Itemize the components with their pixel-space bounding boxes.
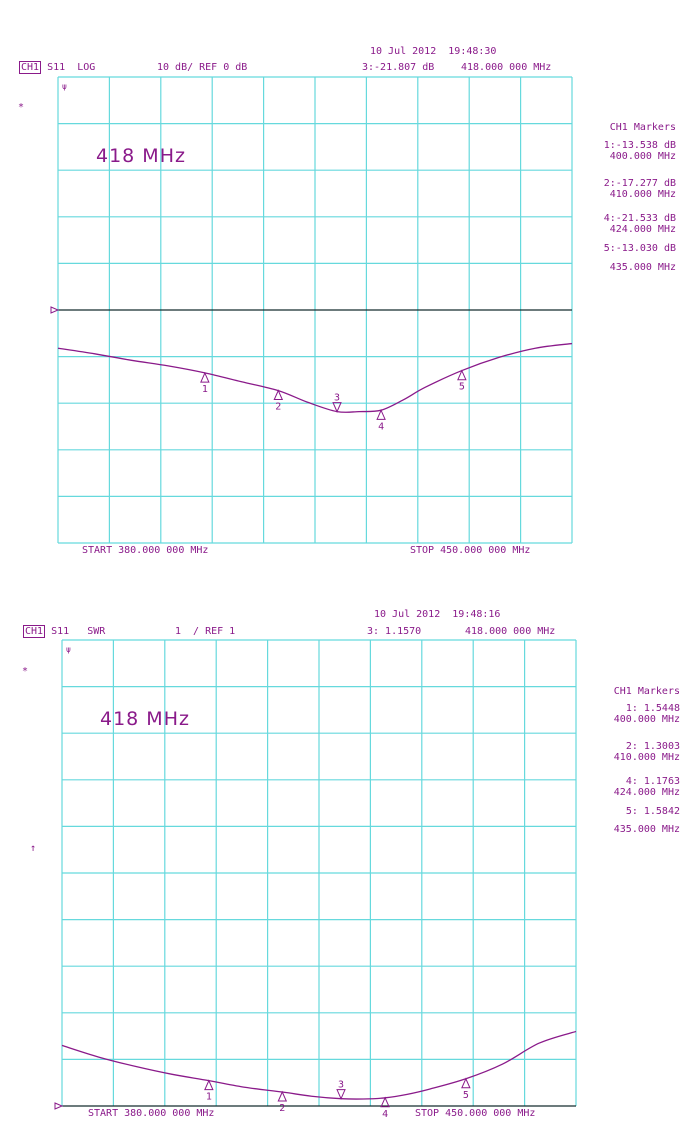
swr-marker-5-freq: 435.000 MHz: [613, 824, 680, 835]
log-marker-2-label: 2: [275, 401, 282, 413]
swr-active-marker-readout: 3: 1.1570: [367, 626, 422, 637]
log-marker-4-value: 4:-21.533 dB: [603, 213, 676, 224]
log-marker-2-value: 2:-17.277 dB: [603, 178, 676, 189]
swr-annotation: 418 MHz: [100, 708, 190, 730]
swr-stop-label: STOP 450.000 000 MHz: [415, 1108, 536, 1119]
swr-reference-pointer-icon: [55, 1103, 62, 1109]
swr-marker-4-freq: 424.000 MHz: [613, 787, 680, 798]
swr-marker-1-symbol: [205, 1081, 213, 1090]
log-marker-1-freq: 400.000 MHz: [609, 151, 676, 162]
log-star-icon: *: [18, 102, 25, 113]
swr-marker-2-freq: 410.000 MHz: [613, 752, 680, 763]
swr-scale: 1 / REF 1: [175, 626, 236, 637]
log-marker-3-symbol: [333, 403, 341, 412]
swr-marker-5-label: 5: [462, 1089, 469, 1101]
swr-marker-1-label: 1: [205, 1091, 212, 1103]
log-format: LOG: [77, 62, 96, 73]
swr-marker-panel-title: CH1 Markers: [613, 686, 680, 697]
swr-marker-1-freq: 400.000 MHz: [613, 714, 680, 725]
swr-active-marker-freq: 418.000 000 MHz: [465, 626, 556, 637]
log-channel-badge: CH1: [21, 62, 40, 73]
log-stop-label: STOP 450.000 000 MHz: [410, 545, 531, 556]
log-corner-glyph: ψ: [62, 82, 67, 91]
log-marker-1-label: 1: [201, 384, 208, 396]
swr-start-label: START 380.000 000 MHz: [88, 1108, 215, 1119]
swr-scroll-arrow-icon: ↑: [30, 843, 37, 854]
log-active-marker-freq: 418.000 000 MHz: [461, 62, 552, 73]
log-scale: 10 dB/ REF 0 dB: [157, 62, 248, 73]
swr-date: 10 Jul 2012: [374, 609, 441, 620]
log-annotation: 418 MHz: [96, 145, 186, 167]
log-reference-pointer-icon: [51, 307, 58, 313]
log-marker-1-value: 1:-13.538 dB: [603, 140, 676, 151]
swr-marker-4-value: 4: 1.1763: [625, 776, 680, 787]
swr-param: S11: [51, 626, 70, 637]
log-marker-4-freq: 424.000 MHz: [609, 224, 676, 235]
swr-channel-badge: CH1: [25, 626, 44, 637]
log-marker-4-label: 4: [378, 421, 385, 433]
log-marker-3-label: 3: [334, 392, 341, 404]
swr-time: 19:48:16: [452, 609, 501, 620]
swr-marker-5-value: 5: 1.5842: [625, 806, 680, 817]
swr-marker-2-value: 2: 1.3003: [625, 741, 680, 752]
log-marker-5-label: 5: [458, 381, 465, 393]
swr-marker-3-label: 3: [338, 1079, 345, 1091]
log-active-marker-readout: 3:-21.807 dB: [362, 62, 435, 73]
log-marker-panel-title: CH1 Markers: [609, 122, 676, 133]
log-date: 10 Jul 2012: [370, 46, 437, 57]
log-start-label: START 380.000 000 MHz: [82, 545, 209, 556]
swr-marker-2-label: 2: [279, 1103, 286, 1115]
log-marker-5-freq: 435.000 MHz: [609, 262, 676, 273]
swr-star-icon: *: [22, 666, 29, 677]
swr-format: SWR: [87, 626, 106, 637]
swr-marker-2-symbol: [278, 1092, 286, 1101]
log-time: 19:48:30: [448, 46, 497, 57]
log-marker-2-freq: 410.000 MHz: [609, 189, 676, 200]
log-marker-1-symbol: [201, 373, 209, 382]
swr-marker-1-value: 1: 1.5448: [625, 703, 680, 714]
swr-marker-4-label: 4: [382, 1108, 389, 1120]
swr-marker-3-symbol: [337, 1090, 345, 1099]
log-marker-4-symbol: [377, 410, 385, 419]
log-param: S11: [47, 62, 66, 73]
swr-corner-glyph: ψ: [66, 645, 71, 654]
log-marker-5-value: 5:-13.030 dB: [603, 243, 676, 254]
